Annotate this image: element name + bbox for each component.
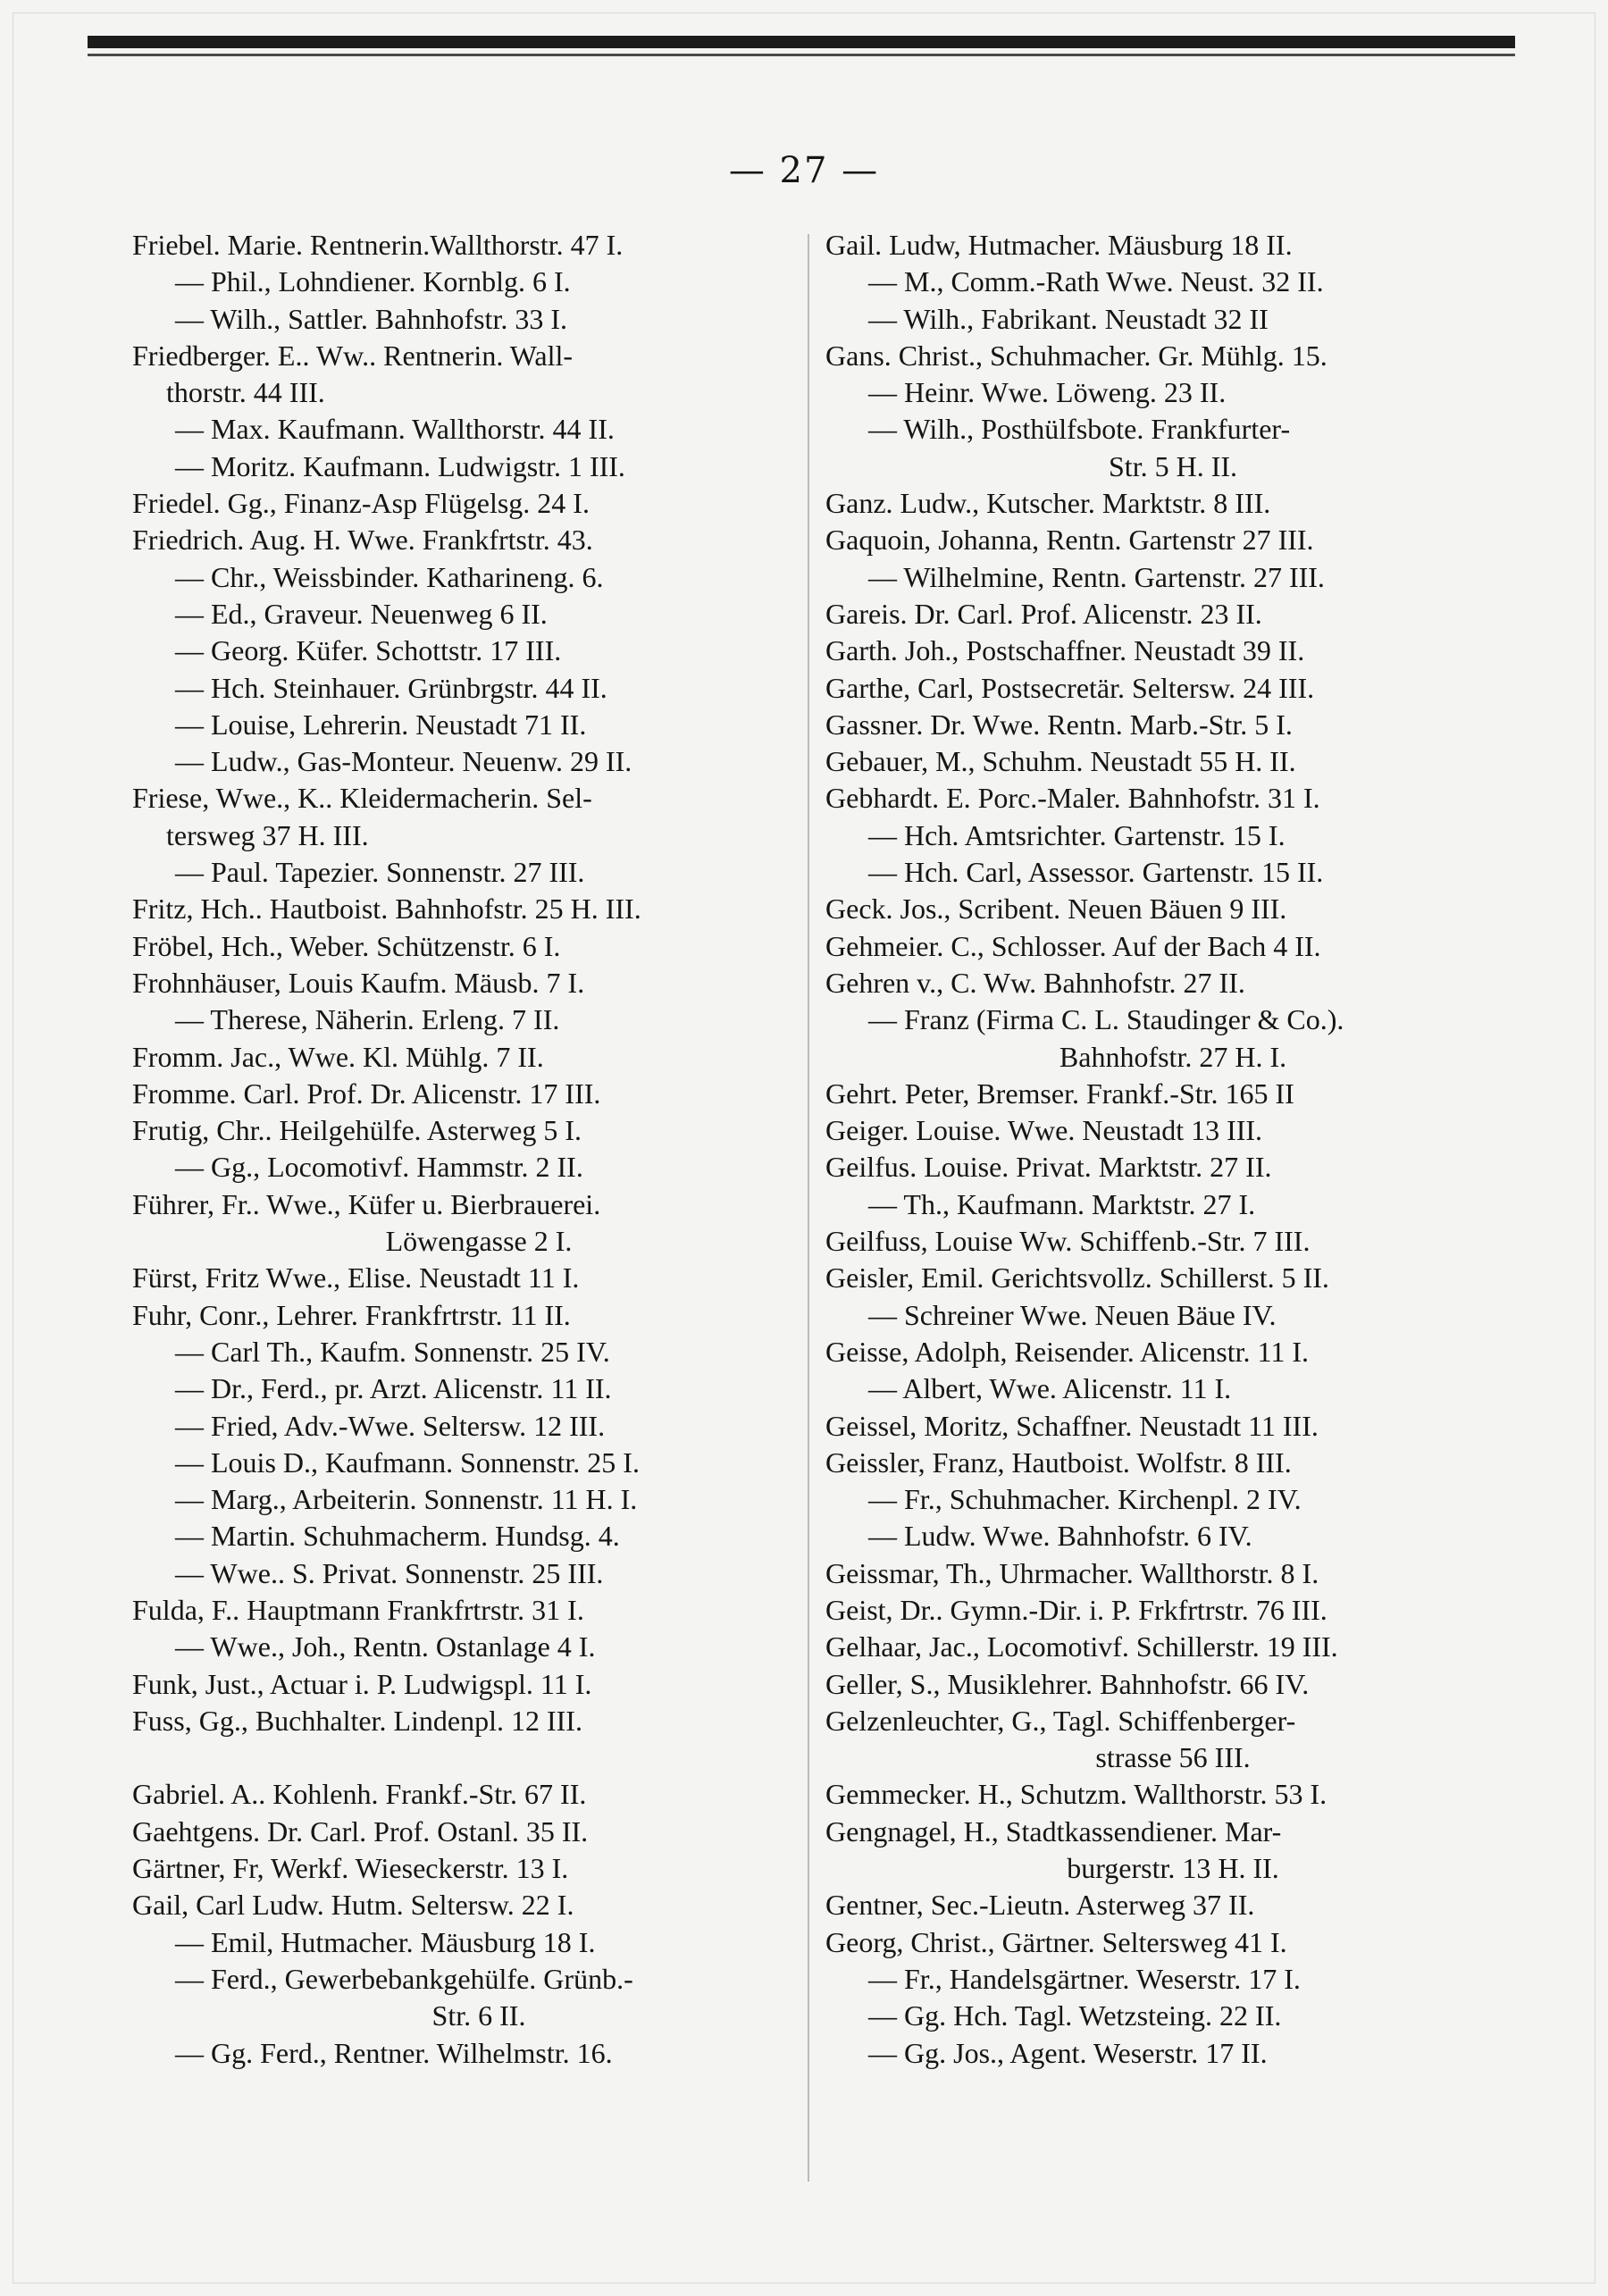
directory-entry: [825, 1776, 1487, 1813]
entry-line: — Hch. Carl, Assessor. Gartenstr. 15 II.: [868, 856, 1324, 889]
entry-line: Gengnagel, H., Stadtkassendiener. Mar-: [825, 1814, 1282, 1848]
directory-entry: [825, 1961, 1487, 1998]
entry-line: — Ludw., Gas-Monteur. Neuenw. 29 II.: [175, 745, 632, 778]
entry-line: Fürst, Fritz Wwe., Elise. Neustadt 11 I.: [132, 1261, 580, 1295]
entry-line: Gail. Ludw, Hutmacher. Mäusburg 18 II.: [825, 229, 1293, 261]
entry-line: Gareis. Dr. Carl. Prof. Alicenstr. 23 II.: [825, 597, 1262, 630]
directory-entry: [132, 1001, 791, 1038]
entry-continuation-line: Bahnhofstr. 27 H. I.: [1059, 1040, 1287, 1073]
entry-line: Fromm. Jac., Wwe. Kl. Mühlg. 7 II.: [132, 1040, 544, 1073]
directory-entry: [132, 1666, 791, 1703]
entry-line: — Chr., Weissbinder. Katharineng. 6.: [175, 560, 604, 593]
directory-entry: [132, 1408, 791, 1445]
directory-entry: [132, 1445, 791, 1481]
entry-line: Gans. Christ., Schuhmacher. Gr. Mühlg. 15.: [825, 339, 1327, 372]
directory-entry: [132, 227, 791, 264]
entry-line: — Fr., Schuhmacher. Kirchenpl. 2 IV.: [868, 1483, 1302, 1516]
directory-entry: [132, 559, 791, 596]
directory-entry: [825, 1076, 1487, 1112]
directory-entry: [132, 1481, 791, 1518]
directory-entry: [825, 596, 1487, 633]
entry-line: — Gg. Ferd., Rentner. Wilhelmstr. 16.: [175, 2036, 613, 2069]
entry-line: Geissel, Moritz, Schaffner. Neustadt 11 III.: [825, 1409, 1319, 1442]
entry-line: — Moritz. Kaufmann. Ludwigstr. 1 III.: [175, 449, 625, 482]
directory-entry: [825, 1703, 1487, 1777]
entry-line: Geisler, Emil. Gerichtsvollz. Schillerst. 5 II.: [825, 1261, 1329, 1295]
entry-line: — Fr., Handelsgärtner. Weserstr. 17 I.: [868, 1962, 1301, 1995]
entry-line: Geck. Jos., Scribent. Neuen Bäuen 9 III.: [825, 892, 1287, 926]
directory-entry: [825, 1112, 1487, 1149]
directory-entry: [132, 338, 791, 412]
directory-entry: [825, 301, 1487, 338]
page-number: — 27 —: [728, 150, 880, 191]
directory-entry: [132, 670, 791, 707]
directory-entry: [825, 928, 1487, 965]
entry-line: — Ludw. Wwe. Bahnhofstr. 6 IV.: [868, 1520, 1252, 1553]
entry-line: — Ferd., Gewerbebankgehülfe. Grünb.-: [175, 1962, 633, 1995]
directory-entry: [132, 1186, 791, 1261]
entry-line: — Wilh., Posthülfsbote. Frankfurter-: [868, 413, 1291, 446]
directory-entry: [132, 1961, 791, 2035]
directory-entry: [132, 780, 791, 854]
entry-line: Gehrt. Peter, Bremser. Frankf.-Str. 165 II: [825, 1077, 1294, 1110]
entry-line: — Schreiner Wwe. Neuen Bäue IV.: [868, 1298, 1277, 1331]
entry-continuation-line: thorstr. 44 III.: [166, 376, 325, 409]
entry-line: Gärtner, Fr, Werkf. Wieseckerstr. 13 I.: [132, 1852, 569, 1885]
entry-line: — Heinr. Wwe. Löweng. 23 II.: [868, 376, 1227, 409]
entry-line: Friedel. Gg., Finanz-Asp Flügelsg. 24 I.: [132, 487, 590, 520]
entry-line: — Phil., Lohndiener. Kornblg. 6 I.: [175, 265, 571, 298]
directory-entry: [825, 1924, 1487, 1961]
entry-continuation-line: Str. 5 H. II.: [1109, 449, 1237, 482]
directory-entry: [132, 854, 791, 891]
directory-entry: [825, 633, 1487, 669]
directory-entry: [132, 1555, 791, 1592]
entry-line: — Albert, Wwe. Alicenstr. 11 I.: [868, 1372, 1232, 1405]
entry-line: Geissmar, Th., Uhrmacher. Wallthorstr. 8 I.: [825, 1556, 1319, 1589]
entry-line: — Paul. Tapezier. Sonnenstr. 27 III.: [175, 856, 585, 889]
directory-entry: [825, 1408, 1487, 1445]
directory-entry: [825, 1370, 1487, 1407]
entry-line: Gelzenleuchter, G., Tagl. Schiffenberger-: [825, 1704, 1296, 1737]
entry-line: Gail, Carl Ludw. Hutm. Seltersw. 22 I.: [132, 1889, 574, 1922]
directory-entry: [132, 1149, 791, 1186]
directory-entry: [825, 743, 1487, 780]
entry-line: — Wilh., Fabrikant. Neustadt 32 II: [868, 302, 1269, 335]
directory-entry: [132, 1592, 791, 1629]
entry-line: — Wilh., Sattler. Bahnhofstr. 33 I.: [175, 302, 567, 335]
directory-entry: [825, 522, 1487, 558]
entry-line: Gehren v., C. Ww. Bahnhofstr. 27 II.: [825, 966, 1245, 999]
directory-entry: [825, 374, 1487, 411]
directory-entry: [825, 1518, 1487, 1554]
entry-line: — Martin. Schuhmacherm. Hundsg. 4.: [175, 1520, 620, 1553]
directory-entry: [825, 854, 1487, 891]
directory-entry: [825, 1481, 1487, 1518]
directory-entry: [132, 743, 791, 780]
directory-entry: [825, 1666, 1487, 1703]
entry-line: Gebhardt. E. Porc.-Maler. Bahnhofstr. 31 I.: [825, 782, 1320, 815]
entry-line: — Wilhelmine, Rentn. Gartenstr. 27 III.: [868, 560, 1325, 593]
entry-line: Geissler, Franz, Hautboist. Wolfstr. 8 III.: [825, 1445, 1292, 1479]
top-rule: [88, 36, 1515, 48]
directory-entry: [132, 1518, 791, 1554]
directory-entry: [132, 1924, 791, 1961]
directory-entry: [132, 301, 791, 338]
entry-line: — Wwe., Joh., Rentn. Ostanlage 4 I.: [175, 1630, 596, 1663]
left-column: [132, 227, 791, 2072]
entry-line: — Fried, Adv.-Wwe. Seltersw. 12 III.: [175, 1409, 606, 1442]
directory-entry: [825, 264, 1487, 300]
entry-line: Frutig, Chr.. Heilgehülfe. Asterweg 5 I.: [132, 1114, 582, 1147]
directory-entry: [132, 1814, 791, 1850]
directory-entry: [825, 338, 1487, 374]
entry-line: Geisse, Adolph, Reisender. Alicenstr. 11 I.: [825, 1335, 1309, 1368]
directory-entry: [825, 1887, 1487, 1923]
directory-entry: [825, 1445, 1487, 1481]
directory-entry: [132, 1370, 791, 1407]
entry-line: Geiger. Louise. Wwe. Neustadt 13 III.: [825, 1114, 1263, 1147]
directory-entry: [132, 1703, 791, 1739]
directory-entry: [132, 1297, 791, 1334]
entry-line: Ganz. Ludw., Kutscher. Marktstr. 8 III.: [825, 487, 1271, 520]
directory-entry: [825, 1186, 1487, 1223]
directory-entry: [825, 817, 1487, 854]
directory-entry: [132, 1334, 791, 1370]
directory-entry: [825, 1814, 1487, 1888]
entry-line: — Gg., Locomotivf. Hammstr. 2 II.: [175, 1151, 583, 1184]
directory-entry: [132, 1039, 791, 1076]
entry-line: Geilfuss, Louise Ww. Schiffenb.-Str. 7 III.: [825, 1225, 1311, 1258]
directory-entry: [825, 1629, 1487, 1665]
directory-entry: [132, 1887, 791, 1923]
entry-line: — Gg. Hch. Tagl. Wetzsteing. 22 II.: [868, 1999, 1282, 2032]
directory-entry: [132, 1260, 791, 1296]
entry-line: Führer, Fr.. Wwe., Küfer u. Bierbrauerei.: [132, 1187, 601, 1220]
entry-line: Geilfus. Louise. Privat. Marktstr. 27 II.: [825, 1151, 1272, 1184]
entry-line: Fuhr, Conr., Lehrer. Frankfrtrstr. 11 II.: [132, 1298, 571, 1331]
entry-line: Gassner. Dr. Wwe. Rentn. Marb.-Str. 5 I.: [825, 708, 1293, 741]
directory-entry: [825, 227, 1487, 264]
entry-line: Geist, Dr.. Gymn.-Dir. i. P. Frkfrtrstr. 76 III.: [825, 1593, 1327, 1626]
entry-continuation-line: strasse 56 III.: [1095, 1741, 1251, 1774]
entry-line: Friedberger. E.. Ww.. Rentnerin. Wall-: [132, 339, 574, 372]
entry-line: Frohnhäuser, Louis Kaufm. Mäusb. 7 I.: [132, 966, 585, 999]
directory-entry: [825, 411, 1487, 485]
directory-entry: [825, 1998, 1487, 2034]
entry-line: — Hch. Amtsrichter. Gartenstr. 15 I.: [868, 818, 1286, 851]
entry-continuation-line: tersweg 37 H. III.: [166, 818, 369, 851]
directory-entry: [825, 891, 1487, 927]
directory-entry: [132, 1850, 791, 1887]
entry-line: — Marg., Arbeiterin. Sonnenstr. 11 H. I.: [175, 1483, 638, 1516]
entry-continuation-line: Löwengasse 2 I.: [385, 1225, 573, 1258]
entry-line: — Louis D., Kaufmann. Sonnenstr. 25 I.: [175, 1445, 640, 1479]
directory-entry: [825, 485, 1487, 522]
directory-entry: [132, 411, 791, 448]
entry-line: — Max. Kaufmann. Wallthorstr. 44 II.: [175, 413, 615, 446]
entry-line: — Emil, Hutmacher. Mäusburg 18 I.: [175, 1925, 596, 1958]
directory-entry: [132, 965, 791, 1001]
directory-entry: [825, 1001, 1487, 1076]
entry-line: Gentner, Sec.-Lieutn. Asterweg 37 II.: [825, 1889, 1255, 1922]
entry-line: Gemmecker. H., Schutzm. Wallthorstr. 53 I.: [825, 1778, 1327, 1811]
entry-line: — Franz (Firma C. L. Staudinger & Co.).: [868, 1003, 1344, 1036]
entry-line: Friese, Wwe., K.. Kleidermacherin. Sel-: [132, 782, 592, 815]
right-column: [825, 227, 1487, 2072]
entry-line: Gabriel. A.. Kohlenh. Frankf.-Str. 67 II.: [132, 1778, 587, 1811]
directory-entry: [132, 596, 791, 633]
entry-line: Gaehtgens. Dr. Carl. Prof. Ostanl. 35 II.: [132, 1814, 589, 1848]
directory-entry: [132, 1629, 791, 1665]
entry-line: — Carl Th., Kaufm. Sonnenstr. 25 IV.: [175, 1335, 610, 1368]
column-divider: [808, 234, 809, 2182]
entry-line: Fuss, Gg., Buchhalter. Lindenpl. 12 III.: [132, 1704, 582, 1737]
entry-continuation-line: Str. 6 II.: [431, 1999, 526, 2032]
directory-entry: [825, 1297, 1487, 1334]
entry-line: — Louise, Lehrerin. Neustadt 71 II.: [175, 708, 587, 741]
directory-entry: [132, 1776, 791, 1813]
directory-entry: [132, 2035, 791, 2072]
entry-line: Garthe, Carl, Postsecretär. Seltersw. 24 III.: [825, 671, 1315, 704]
directory-entry: [132, 1112, 791, 1149]
directory-entry: [825, 2035, 1487, 2072]
directory-entry: [132, 485, 791, 522]
entry-line: Gebauer, M., Schuhm. Neustadt 55 H. II.: [825, 745, 1296, 778]
entry-line: Gelhaar, Jac., Locomotivf. Schillerstr. 19 III.: [825, 1630, 1338, 1663]
entry-line: — Th., Kaufmann. Marktstr. 27 I.: [868, 1187, 1256, 1220]
entry-line: Friedrich. Aug. H. Wwe. Frankfrtstr. 43.: [132, 524, 593, 557]
directory-entry: [132, 633, 791, 669]
entry-line: Geller, S., Musiklehrer. Bahnhofstr. 66 IV.: [825, 1667, 1310, 1700]
directory-entry: [132, 928, 791, 965]
directory-entry: [825, 1149, 1487, 1186]
directory-entry: [825, 1555, 1487, 1592]
entry-line: Gaquoin, Johanna, Rentn. Gartenstr 27 III.: [825, 524, 1314, 557]
top-rule-thin: [88, 54, 1515, 56]
section-gap: [132, 1739, 791, 1776]
directory-entry: [132, 522, 791, 558]
entry-line: Fröbel, Hch., Weber. Schützenstr. 6 I.: [132, 929, 561, 962]
directory-entry: [825, 559, 1487, 596]
directory-entry: [132, 707, 791, 743]
directory-entry: [825, 1592, 1487, 1629]
entry-line: Funk, Just., Actuar i. P. Ludwigspl. 11 I.: [132, 1667, 592, 1700]
entry-line: — Therese, Näherin. Erleng. 7 II.: [175, 1003, 560, 1036]
entry-line: Friebel. Marie. Rentnerin.Wallthorstr. 47 I.: [132, 229, 624, 261]
directory-entry: [825, 780, 1487, 817]
entry-line: Garth. Joh., Postschaffner. Neustadt 39 II.: [825, 634, 1305, 667]
entry-line: — Ed., Graveur. Neuenweg 6 II.: [175, 597, 548, 630]
directory-entry: [825, 1223, 1487, 1260]
entry-line: — M., Comm.-Rath Wwe. Neust. 32 II.: [868, 265, 1324, 298]
entry-line: — Wwe.. S. Privat. Sonnenstr. 25 III.: [175, 1556, 604, 1589]
directory-entry: [132, 891, 791, 927]
directory-entry: [132, 1076, 791, 1112]
directory-entry: [825, 1260, 1487, 1296]
directory-entry: [132, 448, 791, 485]
entry-line: Fromme. Carl. Prof. Dr. Alicenstr. 17 III.: [132, 1077, 601, 1110]
directory-entry: [825, 1334, 1487, 1370]
entry-line: Fulda, F.. Hauptmann Frankfrtrstr. 31 I.: [132, 1593, 584, 1626]
entry-line: Georg, Christ., Gärtner. Seltersweg 41 I.: [825, 1925, 1287, 1958]
directory-entry: [825, 670, 1487, 707]
entry-line: — Gg. Jos., Agent. Weserstr. 17 II.: [868, 2036, 1268, 2069]
entry-continuation-line: burgerstr. 13 H. II.: [1067, 1852, 1279, 1885]
directory-entry: [825, 707, 1487, 743]
entry-line: — Dr., Ferd., pr. Arzt. Alicenstr. 11 II.: [175, 1372, 612, 1405]
entry-line: Gehmeier. C., Schlosser. Auf der Bach 4 II.: [825, 929, 1321, 962]
entry-line: — Georg. Küfer. Schottstr. 17 III.: [175, 634, 562, 667]
entry-line: Fritz, Hch.. Hautboist. Bahnhofstr. 25 H. III.: [132, 892, 641, 926]
directory-entry: [132, 264, 791, 300]
entry-line: — Hch. Steinhauer. Grünbrgstr. 44 II.: [175, 671, 607, 704]
directory-entry: [825, 965, 1487, 1001]
